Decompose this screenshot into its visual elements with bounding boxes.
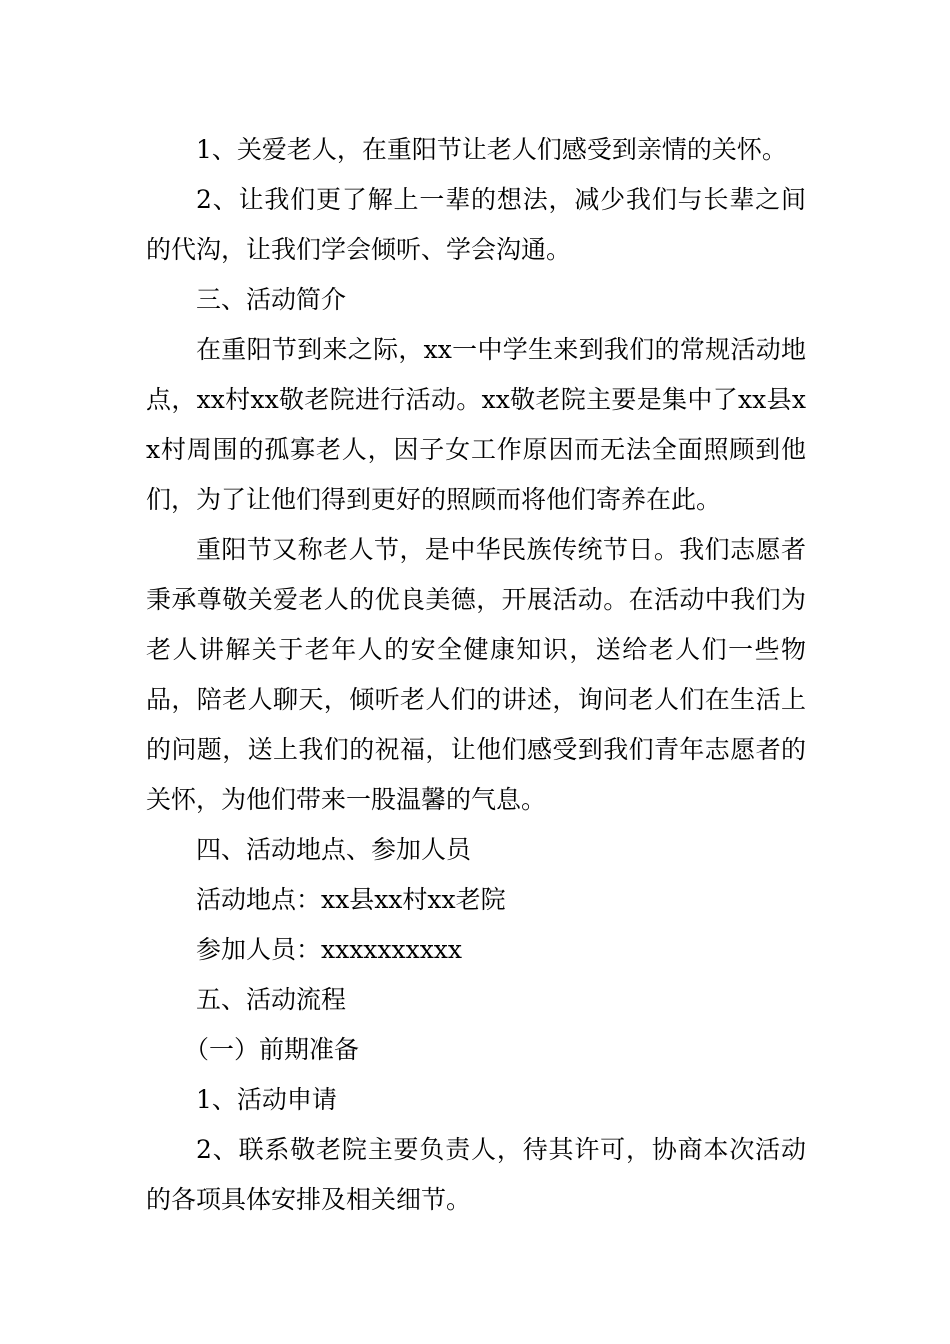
paragraph-location: 活动地点：xx县xx村xx老院: [196, 885, 506, 914]
paragraph-goal-2: 2、让我们更了解上一辈的想法，减少我们与长辈之间的代沟，让我们学会倾听、学会沟通。: [146, 185, 806, 264]
subsection-heading-preparation: （一）前期准备: [184, 1035, 360, 1064]
paragraph-goal-1: 1、关爱老人，在重阳节让老人们感受到亲情的关怀。: [196, 135, 787, 164]
document-body: [146, 125, 806, 1225]
paragraph-participants: 参加人员：xxxxxxxxxx: [196, 935, 462, 964]
paragraph-intro-2: 重阳节又称老人节，是中华民族传统节日。我们志愿者秉承尊敬关爱老人的优良美德，开展活动。在活动中我们为老人讲解关于老年人的安全健康知识，送给老人们一些物品，陪老人聊天，倾听老人们的讲述，询问老人们在生活上的问题，送上我们的祝福，让他们感受到我们青年志愿者的关怀，为他们带来一股温馨的气息。: [146, 535, 806, 814]
section-heading-location: 四、活动地点、参加人员: [196, 835, 472, 864]
section-heading-intro: 三、活动简介: [196, 285, 347, 314]
section-heading-process: 五、活动流程: [196, 985, 347, 1014]
paragraph-step-2: 2、联系敬老院主要负责人，待其许可，协商本次活动的各项具体安排及相关细节。: [146, 1135, 806, 1214]
paragraph-step-1: 1、活动申请: [196, 1085, 337, 1114]
paragraph-intro-1: 在重阳节到来之际，xx一中学生来到我们的常规活动地点，xx村xx敬老院进行活动。xx敬老院主要是集中了xx县xx村周围的孤寡老人，因子女工作原因而无法全面照顾到他们，为了让他们得到更好的照顾而将他们寄养在此。: [146, 335, 806, 514]
